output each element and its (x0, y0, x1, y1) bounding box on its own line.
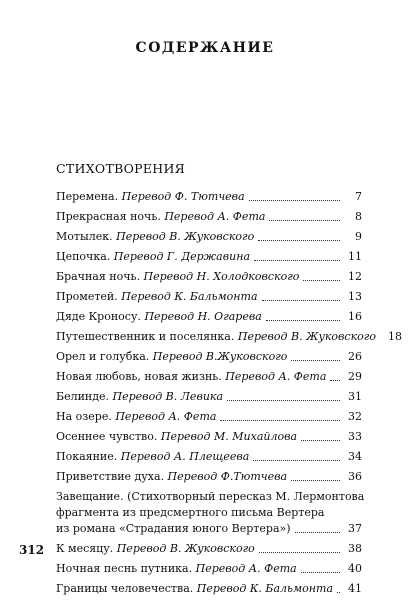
entry-credit: Перевод Г. Державина (113, 250, 251, 263)
toc-entry (56, 581, 362, 597)
section-heading: СТИХОТВОРЕНИЯ (56, 161, 186, 176)
entry-page: 12 (348, 270, 362, 283)
entry-title: Мотылек. (56, 230, 113, 243)
dot-leader (258, 239, 340, 241)
toc-entry (56, 209, 362, 225)
entry-page: 29 (348, 370, 362, 383)
entry-title: Осеннее чувство. (56, 430, 158, 443)
dot-leader (249, 199, 340, 201)
entry-page: 9 (355, 230, 362, 243)
entry-page: 11 (348, 250, 362, 263)
toc-entry (56, 289, 362, 305)
entry-page: 8 (355, 210, 362, 223)
dot-leader (330, 379, 340, 381)
entry-page: 41 (348, 582, 362, 595)
entry-page: 18 (387, 330, 402, 343)
entry-title: Ночная песнь путника. (56, 562, 193, 575)
entry-credit: Перевод В. Жуковского (237, 330, 376, 343)
contents-heading: СОДЕРЖАНИЕ (135, 40, 275, 56)
entry-credit: Перевод В.Жуковского (152, 350, 288, 363)
entry-credit: Перевод Ф. Тютчева (121, 190, 245, 203)
entry-page: 34 (348, 450, 362, 463)
entry-title: К месяцу. (56, 542, 114, 555)
entry-credit: Перевод К. Бальмонта (196, 582, 334, 595)
entry-credit: Перевод М. Михайлова (160, 430, 298, 443)
entry-credit: Перевод А. Плещеева (120, 450, 250, 463)
toc-entry (56, 429, 362, 445)
dot-leader (266, 319, 340, 321)
entry-page: 33 (348, 430, 362, 443)
entry-title: Путешественник и поселянка. (56, 330, 235, 343)
entry-credit: Перевод К. Бальмонта (121, 290, 258, 303)
entry-credit: Перевод А. Фета (164, 210, 266, 223)
entry-title: Новая любовь, новая жизнь. (56, 370, 222, 383)
entry-title: Прометей. (56, 290, 118, 303)
toc-entry (56, 189, 362, 205)
entry-title: Покаяние. (56, 450, 118, 463)
entry-title: Приветствие духа. (56, 470, 165, 483)
entry-page: 16 (348, 310, 362, 323)
dot-leader (301, 571, 340, 573)
dot-leader (259, 551, 340, 553)
entry-page: 38 (348, 542, 362, 555)
entry-page: 37 (348, 522, 362, 535)
toc-entry (56, 469, 362, 485)
toc-entry (56, 249, 362, 265)
dot-leader (301, 439, 340, 441)
toc-entry (56, 329, 402, 345)
entry-credit: Перевод В. Левика (112, 390, 224, 403)
toc-entry (56, 229, 362, 245)
entry-title: Орел и голубка. (56, 350, 150, 363)
dot-leader (253, 459, 340, 461)
entry-page: 36 (348, 470, 362, 483)
entry-line: Завещание. (Стихотворный пересказ М. Лермонтова (56, 490, 365, 503)
dot-leader (291, 479, 340, 481)
entry-credit: Перевод В. Жуковского (116, 230, 255, 243)
dot-leader (262, 299, 340, 301)
entry-page: 13 (348, 290, 362, 303)
entry-title: Цепочка. (56, 250, 111, 263)
dot-leader (227, 399, 340, 401)
toc-entry (56, 389, 362, 405)
toc-entry (56, 561, 362, 577)
page-number: 312 (19, 543, 45, 557)
toc-entry-multiline (56, 489, 365, 537)
entry-title: Брачная ночь. (56, 270, 140, 283)
toc-entry (56, 409, 362, 425)
entry-credit: Перевод Н. Огарева (144, 310, 262, 323)
toc-entry (56, 269, 362, 285)
entry-page: 40 (348, 562, 362, 575)
entry-credit: Перевод А. Фета (115, 410, 217, 423)
entry-credit: Перевод Ф.Тютчева (167, 470, 288, 483)
entry-page: 31 (348, 390, 362, 403)
entry-line: фрагмента из предсмертного письма Вертера (56, 506, 325, 519)
entry-title: На озере. (56, 410, 112, 423)
entry-page: 32 (348, 410, 362, 423)
toc-entry (56, 309, 362, 325)
entry-line: из романа «Страдания юного Вертера») (56, 522, 291, 535)
entry-credit: Перевод А. Фета (195, 562, 297, 575)
entry-title: Белинде. (56, 390, 110, 403)
entry-title: Перемена. (56, 190, 119, 203)
entry-title: Прекрасная ночь. (56, 210, 161, 223)
entry-credit: Перевод Н. Холодковского (143, 270, 300, 283)
entry-page: 7 (355, 190, 362, 203)
dot-leader (291, 359, 340, 361)
dot-leader (295, 531, 340, 533)
entry-credit: Перевод В. Жуковского (116, 542, 255, 555)
entry-page: 26 (348, 350, 362, 363)
toc-entry (56, 449, 362, 465)
entry-title: Границы человечества. (56, 582, 194, 595)
dot-leader (303, 279, 340, 281)
toc-entry (56, 541, 362, 557)
dot-leader (254, 259, 340, 261)
dot-leader (337, 591, 340, 593)
toc-entry (56, 349, 362, 365)
entry-title: Дяде Кроносу. (56, 310, 141, 323)
table-of-contents (56, 189, 402, 601)
dot-leader (269, 219, 340, 221)
dot-leader (220, 419, 340, 421)
entry-credit: Перевод А. Фета (225, 370, 327, 383)
toc-entry (56, 369, 362, 385)
